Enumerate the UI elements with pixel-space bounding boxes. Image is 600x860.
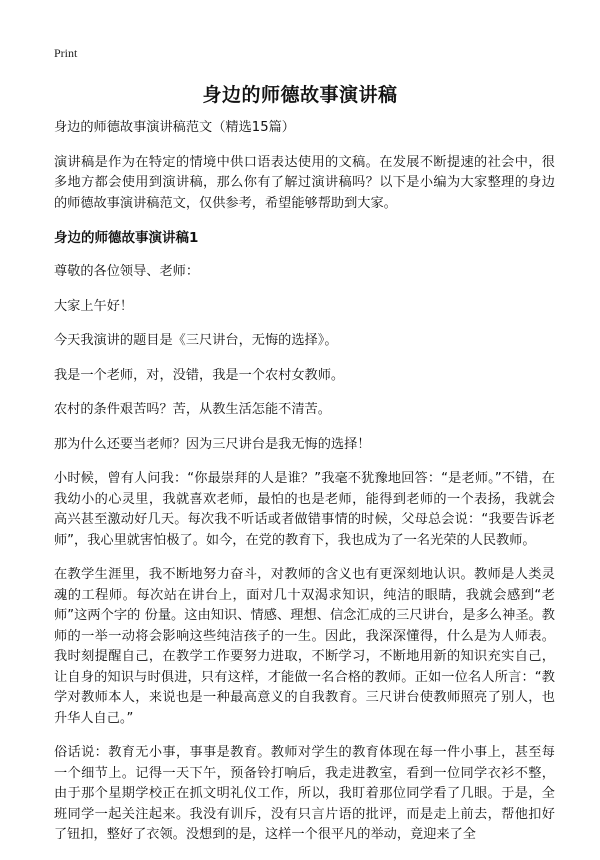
- article-body: [54, 118, 555, 860]
- article-subtitle: 身边的师德故事演讲稿范文（精选15篇）: [54, 120, 295, 135]
- section-heading: 身边的师德故事演讲稿1: [54, 230, 199, 246]
- intro-paragraph: 演讲稿是作为在特定的情境中供口语表达使用的文稿。在发展不断提速的社会中，很多地方都会使用到演讲稿，那么你有了解过演讲稿吗？以下是小编为大家整理的身边的师德故事演讲稿范文，仅供参考，希望能够帮助到大家。: [54, 154, 555, 211]
- paragraph-small-things: 俗话说：教育无小事，事事是教育。教师对学生的教育体现在每一件小事上，甚至每一个细节上。记得一天下午，预备铃打响后，我走进教室，看到一位同学衣衫不整，由于那个星期学校正在抓文明礼仪工作，所以，我盯着那位同学看了几眼。于是，全班同学一起关注起来。我没有训斥，没有只言片语的批评，而是走上前去，帮他扣好了钮扣，整好了衣领。没想到的是，这样一个很平凡的举动，竟迎来了全: [54, 745, 555, 842]
- paragraph-identity: 我是一个老师，对，没错，我是一个农村女教师。: [54, 367, 345, 383]
- print-link[interactable]: Print: [54, 46, 78, 60]
- paragraph-childhood: 小时候，曾有人问我：“你最崇拜的人是谁？”我毫不犹豫地回答：“是老师。”不错，在我幼小的心灵里，我就喜欢老师，最怕的也是老师，能得到老师的一个表扬，我就会高兴甚至激动好几天。每次我不听话或者做错事情的时候，父母总会说：“我要告诉老师”，我心里就害怕极了。如今，在党的教育下，我也成为了一名光荣的人民教师。: [54, 471, 555, 548]
- paragraph-why-teacher: 那为什么还要当老师？因为三尺讲台是我无悔的选择！: [54, 436, 371, 452]
- page-title: 身边的师德故事演讲稿: [202, 84, 398, 106]
- paragraph-topic: 今天我演讲的题目是《三尺讲台，无悔的选择》。: [54, 333, 338, 348]
- paragraph-greeting: 尊敬的各位领导、老师：: [54, 264, 200, 279]
- paragraph-good-morning: 大家上午好！: [54, 298, 134, 314]
- paragraph-conditions: 农村的条件艰苦吗？苦，从教生活怎能不清苦。: [54, 402, 331, 417]
- paragraph-teaching-career: 在教学生涯里，我不断地努力奋斗，对教师的含义也有更深刻地认识。教师是人类灵魂的工程师。每次站在讲台上，面对几十双渴求知识，纯洁的眼睛，我就会感到“老师”这两个字的 份量。这由知识、情感、理想、信念汇成的三尺讲台，是多么神圣。教师的一举一动将会影响这些纯洁孩子的一生。因此，我深深懂得，什么是为人师表。我时刻提醒自己，在教学工作要努力进取，不断学习，不断地用新的知识充实自己，让自身的知识与时俱进，只有这样，才能做一名合格的教师。正如一位名人所言：“教学对教师本人，来说也是一种最高意义的自我教育。三尺讲台使教师照亮了别人，也升华人自己。”: [54, 567, 555, 726]
